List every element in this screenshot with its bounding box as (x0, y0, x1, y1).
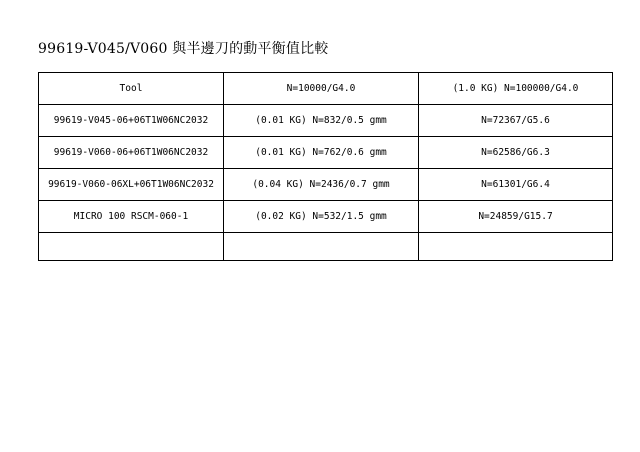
table-header-row (39, 73, 613, 105)
header-cell-condition-1: N=10000/G4.0 (224, 73, 419, 105)
table-cell-value: N=24859/G15.7 (419, 201, 613, 233)
table-row (39, 169, 613, 201)
table-cell-empty (39, 233, 224, 261)
table-row-empty (39, 233, 613, 261)
header-cell-tool: Tool (39, 73, 224, 105)
table-cell-tool: MICRO 100 RSCM-060-1 (39, 201, 224, 233)
table-cell-value: N=61301/G6.4 (419, 169, 613, 201)
table-row (39, 201, 613, 233)
table-cell-empty (419, 233, 613, 261)
table-cell-value: (0.01 KG) N=832/0.5 gmm (224, 105, 419, 137)
table-cell-tool: 99619-V045-06+06T1W06NC2032 (39, 105, 224, 137)
document-title: 99619-V045/V060 與半邊刀的動平衡值比較 (38, 41, 329, 57)
table-cell-value: (0.04 KG) N=2436/0.7 gmm (224, 169, 419, 201)
balance-comparison-table (38, 72, 613, 261)
table-cell-value: (0.01 KG) N=762/0.6 gmm (224, 137, 419, 169)
header-cell-condition-2: (1.0 KG) N=100000/G4.0 (419, 73, 613, 105)
table-cell-value: N=62586/G6.3 (419, 137, 613, 169)
table-cell-value: N=72367/G5.6 (419, 105, 613, 137)
table-cell-value: (0.02 KG) N=532/1.5 gmm (224, 201, 419, 233)
table-cell-tool: 99619-V060-06XL+06T1W06NC2032 (39, 169, 224, 201)
table-row (39, 137, 613, 169)
table-cell-empty (224, 233, 419, 261)
table-row (39, 105, 613, 137)
table-cell-tool: 99619-V060-06+06T1W06NC2032 (39, 137, 224, 169)
